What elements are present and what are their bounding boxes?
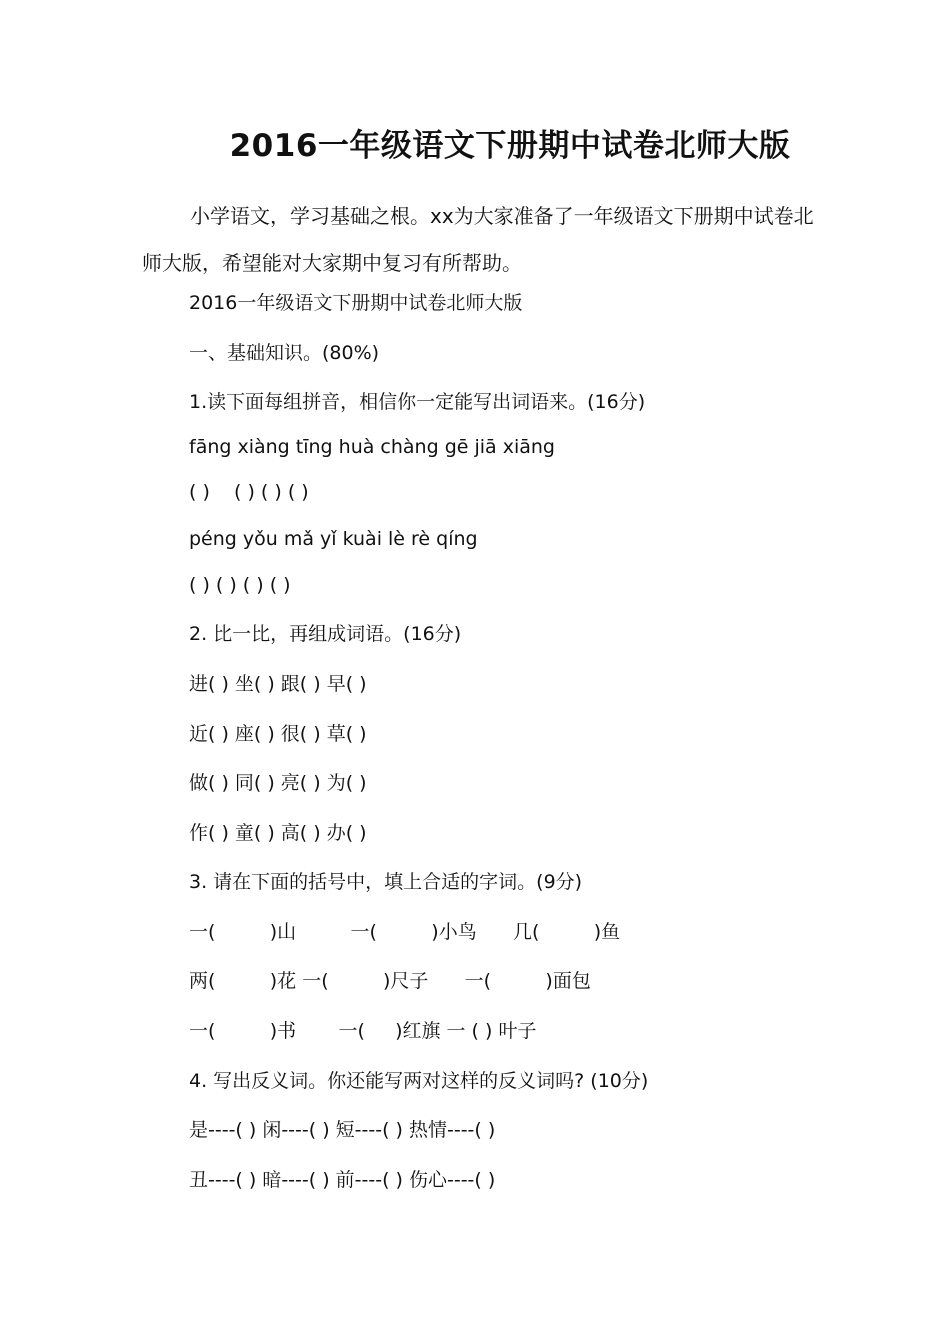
antonym-row: 是----( ) 闲----( ) 短----( ) 热情----( ) <box>189 1119 496 1141</box>
question-4: 4. 写出反义词。你还能写两对这样的反义词吗? (10分) <box>189 1070 649 1092</box>
question-2: 2. 比一比，再组成词语。(16分) <box>189 623 462 645</box>
fill-row: 一( )山 一( )小鸟 几( )鱼 <box>189 921 621 943</box>
section-heading: 一、基础知识。(80%) <box>189 342 380 364</box>
text-line: 2016一年级语文下册期中试卷北师大版 <box>189 292 523 314</box>
word-row: 近( ) 座( ) 很( ) 草( ) <box>189 723 367 745</box>
intro-paragraph: 小学语文，学习基础之根。xx为大家准备了一年级语文下册期中试卷北师大版，希望能对大家期中复习有所帮助。 <box>142 204 814 275</box>
question-3: 3. 请在下面的括号中，填上合适的字词。(9分) <box>189 871 583 893</box>
blank-row: ( ) ( ) ( ) ( ) <box>189 481 309 503</box>
question-1: 1.读下面每组拼音，相信你一定能写出词语来。(16分) <box>189 391 646 413</box>
word-row: 进( ) 坐( ) 跟( ) 早( ) <box>189 673 367 695</box>
pinyin-row: fāng xiàng tīng huà chàng gē jiā xiāng <box>189 436 555 458</box>
fill-row: 一( )书 一( )红旗 一 ( ) 叶子 <box>189 1020 537 1042</box>
word-row: 作( ) 童( ) 高( ) 办( ) <box>189 822 367 844</box>
antonym-row: 丑----( ) 暗----( ) 前----( ) 伤心----( ) <box>189 1169 496 1191</box>
document-title: 2016一年级语文下册期中试卷北师大版 <box>229 128 791 164</box>
fill-row: 两( )花 一( )尺子 一( )面包 <box>189 970 591 992</box>
blank-row: ( ) ( ) ( ) ( ) <box>189 574 291 596</box>
pinyin-row: péng yǒu mǎ yǐ kuài lè rè qíng <box>189 528 478 550</box>
word-row: 做( ) 同( ) 亮( ) 为( ) <box>189 772 367 794</box>
